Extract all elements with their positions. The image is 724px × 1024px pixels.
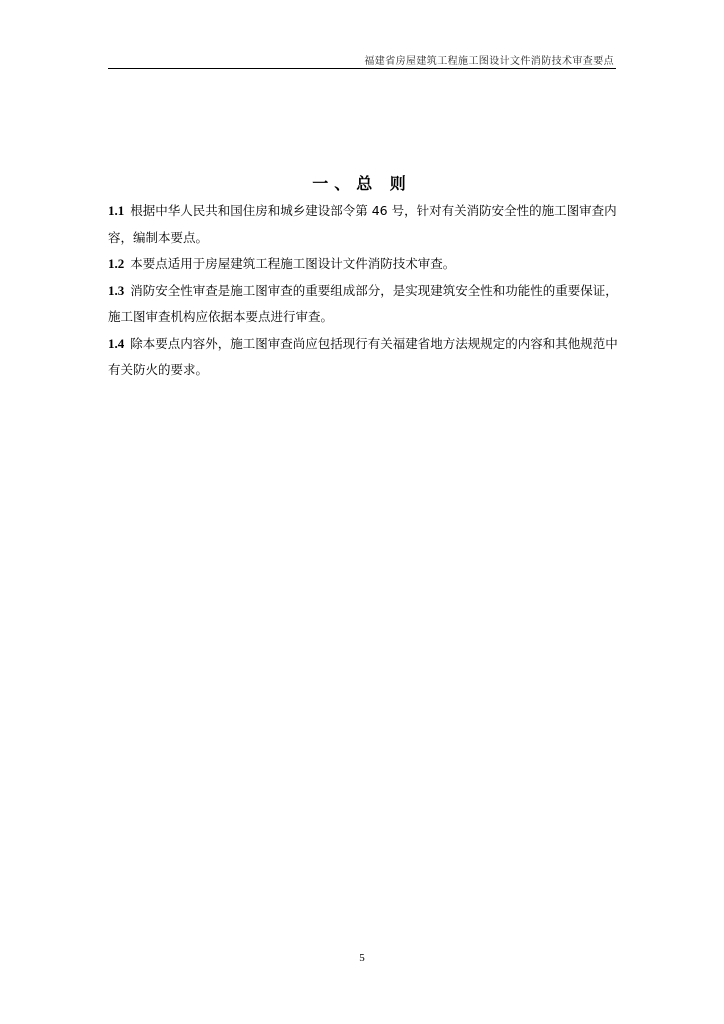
clause-number: 1.3 [108,282,125,298]
clause-1-4 [108,331,618,384]
clause-number: 1.2 [108,256,125,271]
clause-text: 除本要点内容外，施工图审查尚应包括现行有关福建省地方法规规定的内容和其他规范中有关防火的要求。 [108,335,618,377]
clause-text: 消防安全性审查是施工图审查的重要组成部分，是实现建筑安全性和功能性的重要保证，施工图审查机构应依据本要点进行审查。 [108,282,618,324]
clause-1-3 [108,278,618,331]
clause-text: 本要点适用于房屋建筑工程施工图设计文件消防技术审查。 [130,256,456,271]
running-header: 福建省房屋建筑工程施工图设计文件消防技术审查要点 [364,56,614,67]
page-number: 5 [359,952,365,964]
clause-number: 1.4 [108,335,125,351]
clause-1-2 [108,251,618,278]
header-rule [108,68,616,69]
clause-list [108,198,618,384]
clause-1-1 [108,198,618,251]
chapter-title: 一、总 则 [312,174,412,193]
clause-number: 1.1 [108,203,125,218]
clause-text: 根据中华人民共和国住房和城乡建设部令第 46 号，针对有关消防安全性的施工图审查内容，编制本要点。 [108,203,617,245]
